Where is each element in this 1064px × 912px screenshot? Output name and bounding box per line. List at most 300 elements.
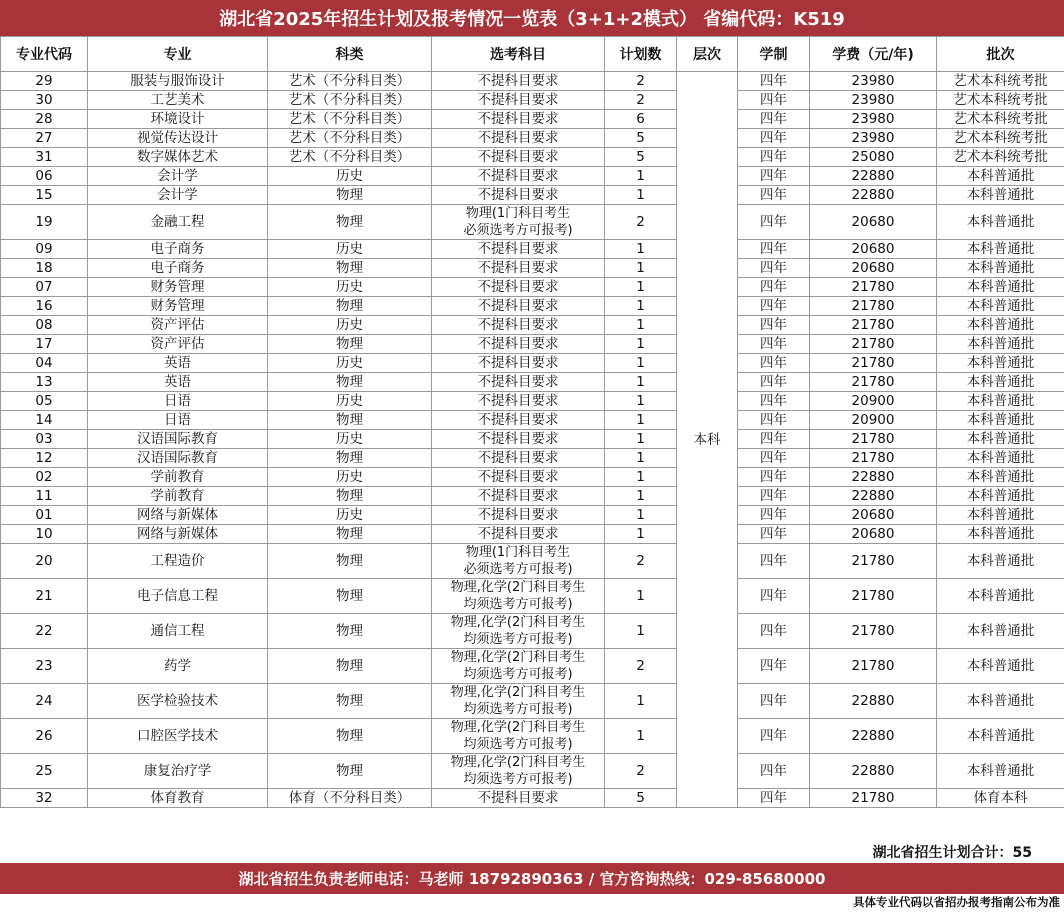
table-row: [1, 789, 1064, 808]
cell-fee: 22880: [810, 167, 937, 186]
cell-plan: 1: [605, 430, 677, 449]
subject-line: 必须选考方可报考): [463, 223, 573, 238]
table-row: [1, 335, 1064, 354]
cell-subject: [432, 205, 605, 240]
cell-batch: 艺术本科统考批: [937, 110, 1064, 129]
plan-total: 湖北省招生计划合计：55: [872, 845, 1032, 861]
header-level: 层次: [677, 37, 738, 72]
cell-plan: 1: [605, 297, 677, 316]
cell-category: 艺术（不分科目类）: [268, 91, 432, 110]
cell-years: 四年: [738, 148, 810, 167]
cell-major: 工程造价: [88, 544, 268, 579]
cell-major: 汉语国际教育: [88, 449, 268, 468]
cell-subject: [432, 259, 605, 278]
cell-fee: 23980: [810, 110, 937, 129]
cell-years: 四年: [738, 129, 810, 148]
cell-code: 16: [1, 297, 88, 316]
table-row: [1, 240, 1064, 259]
cell-years: 四年: [738, 316, 810, 335]
cell-batch: 本科普通批: [937, 614, 1064, 649]
cell-plan: 1: [605, 684, 677, 719]
cell-category: 物理: [268, 373, 432, 392]
cell-plan: 1: [605, 614, 677, 649]
cell-subject: [432, 684, 605, 719]
table-row: [1, 205, 1064, 240]
cell-major: 网络与新媒体: [88, 506, 268, 525]
header-subject: 选考科目: [432, 37, 605, 72]
cell-category: 历史: [268, 316, 432, 335]
subject-line: 均须选考方可报考): [463, 702, 573, 717]
cell-category: 物理: [268, 259, 432, 278]
table-row: [1, 719, 1064, 754]
cell-major: 财务管理: [88, 297, 268, 316]
cell-years: 四年: [738, 449, 810, 468]
footnote: 具体专业代码以省招办报考指南公布为准: [853, 895, 1060, 909]
cell-major: 环境设计: [88, 110, 268, 129]
table-row: [1, 354, 1064, 373]
cell-code: 11: [1, 487, 88, 506]
cell-major: 通信工程: [88, 614, 268, 649]
table-row: [1, 754, 1064, 789]
cell-batch: 本科普通批: [937, 487, 1064, 506]
cell-category: 历史: [268, 278, 432, 297]
cell-plan: 1: [605, 167, 677, 186]
cell-fee: 20680: [810, 205, 937, 240]
cell-years: 四年: [738, 684, 810, 719]
cell-major: 英语: [88, 354, 268, 373]
subject-line: 不提科目要求: [477, 168, 559, 184]
cell-code: 14: [1, 411, 88, 430]
table-row: [1, 148, 1064, 167]
subject-line: 不提科目要求: [477, 298, 559, 314]
cell-category: 物理: [268, 487, 432, 506]
cell-years: 四年: [738, 72, 810, 91]
cell-fee: 21780: [810, 449, 937, 468]
cell-years: 四年: [738, 789, 810, 808]
cell-code: 04: [1, 354, 88, 373]
subject-line: 物理,化学(2门科目考生: [450, 580, 586, 595]
table-row: [1, 278, 1064, 297]
cell-subject: [432, 148, 605, 167]
cell-code: 22: [1, 614, 88, 649]
cell-batch: 本科普通批: [937, 240, 1064, 259]
cell-code: 23: [1, 649, 88, 684]
table-row: [1, 373, 1064, 392]
cell-batch: 本科普通批: [937, 278, 1064, 297]
cell-batch: 本科普通批: [937, 392, 1064, 411]
table-row: [1, 167, 1064, 186]
subject-line: 不提科目要求: [477, 73, 559, 89]
cell-category: 历史: [268, 468, 432, 487]
table-row: [1, 430, 1064, 449]
cell-category: 物理: [268, 449, 432, 468]
cell-plan: 1: [605, 259, 677, 278]
cell-years: 四年: [738, 297, 810, 316]
subject-line: 不提科目要求: [477, 431, 559, 447]
cell-fee: 22880: [810, 186, 937, 205]
cell-major: 会计学: [88, 167, 268, 186]
cell-years: 四年: [738, 373, 810, 392]
page-title: 湖北省2025年招生计划及报考情况一览表（3+1+2模式） 省编代码：K519: [0, 0, 1064, 36]
subject-line: 不提科目要求: [477, 526, 559, 542]
subject-line: 不提科目要求: [477, 149, 559, 165]
cell-batch: 本科普通批: [937, 430, 1064, 449]
cell-subject: [432, 544, 605, 579]
cell-years: 四年: [738, 240, 810, 259]
cell-major: 金融工程: [88, 205, 268, 240]
table-row: [1, 316, 1064, 335]
cell-fee: 21780: [810, 614, 937, 649]
subject-line: 不提科目要求: [477, 92, 559, 108]
cell-code: 12: [1, 449, 88, 468]
header-batch: 批次: [937, 37, 1064, 72]
cell-plan: 2: [605, 754, 677, 789]
cell-major: 电子商务: [88, 240, 268, 259]
cell-code: 13: [1, 373, 88, 392]
subject-line: 物理,化学(2门科目考生: [450, 685, 586, 700]
cell-subject: [432, 110, 605, 129]
cell-plan: 1: [605, 719, 677, 754]
cell-years: 四年: [738, 205, 810, 240]
subject-line: 不提科目要求: [477, 187, 559, 203]
cell-plan: 1: [605, 335, 677, 354]
cell-batch: 本科普通批: [937, 468, 1064, 487]
cell-category: 艺术（不分科目类）: [268, 72, 432, 91]
subject-line: 物理,化学(2门科目考生: [450, 650, 586, 665]
cell-plan: 1: [605, 240, 677, 259]
cell-batch: 本科普通批: [937, 544, 1064, 579]
cell-fee: 20900: [810, 411, 937, 430]
cell-subject: [432, 72, 605, 91]
cell-batch: 本科普通批: [937, 506, 1064, 525]
table-row: [1, 449, 1064, 468]
cell-subject: [432, 579, 605, 614]
cell-years: 四年: [738, 411, 810, 430]
table-row: [1, 411, 1064, 430]
cell-category: 历史: [268, 240, 432, 259]
cell-major: 体育教育: [88, 789, 268, 808]
cell-major: 英语: [88, 373, 268, 392]
table-row: [1, 506, 1064, 525]
cell-category: 物理: [268, 186, 432, 205]
cell-major: 会计学: [88, 186, 268, 205]
cell-subject: [432, 297, 605, 316]
cell-subject: [432, 449, 605, 468]
cell-fee: 21780: [810, 579, 937, 614]
table-row: [1, 544, 1064, 579]
subject-line: 均须选考方可报考): [463, 597, 573, 612]
subject-line: 物理,化学(2门科目考生: [450, 720, 586, 735]
cell-batch: 本科普通批: [937, 186, 1064, 205]
subject-line: 均须选考方可报考): [463, 632, 573, 647]
cell-category: 历史: [268, 392, 432, 411]
cell-batch: 本科普通批: [937, 167, 1064, 186]
cell-plan: 5: [605, 789, 677, 808]
cell-fee: 21780: [810, 544, 937, 579]
cell-major: 汉语国际教育: [88, 430, 268, 449]
cell-category: 历史: [268, 167, 432, 186]
cell-category: 历史: [268, 430, 432, 449]
subject-line: 不提科目要求: [477, 790, 559, 806]
cell-fee: 20900: [810, 392, 937, 411]
cell-fee: 23980: [810, 91, 937, 110]
cell-subject: [432, 468, 605, 487]
cell-years: 四年: [738, 335, 810, 354]
cell-years: 四年: [738, 167, 810, 186]
cell-batch: 本科普通批: [937, 316, 1064, 335]
cell-code: 01: [1, 506, 88, 525]
table-row: [1, 72, 1064, 91]
cell-plan: 2: [605, 91, 677, 110]
subject-line: 不提科目要求: [477, 450, 559, 466]
cell-subject: [432, 789, 605, 808]
table-row: [1, 259, 1064, 278]
cell-years: 四年: [738, 506, 810, 525]
cell-years: 四年: [738, 110, 810, 129]
cell-subject: [432, 129, 605, 148]
cell-major: 网络与新媒体: [88, 525, 268, 544]
cell-subject: [432, 167, 605, 186]
cell-batch: 本科普通批: [937, 579, 1064, 614]
cell-years: 四年: [738, 754, 810, 789]
header-years: 学制: [738, 37, 810, 72]
cell-fee: 25080: [810, 148, 937, 167]
cell-batch: 本科普通批: [937, 354, 1064, 373]
subject-line: 不提科目要求: [477, 374, 559, 390]
cell-code: 27: [1, 129, 88, 148]
cell-years: 四年: [738, 487, 810, 506]
cell-fee: 21780: [810, 649, 937, 684]
cell-subject: [432, 430, 605, 449]
cell-plan: 1: [605, 468, 677, 487]
cell-code: 29: [1, 72, 88, 91]
cell-years: 四年: [738, 614, 810, 649]
cell-subject: [432, 392, 605, 411]
cell-years: 四年: [738, 579, 810, 614]
cell-batch: 本科普通批: [937, 373, 1064, 392]
cell-batch: 本科普通批: [937, 525, 1064, 544]
table-row: [1, 468, 1064, 487]
header-major: 专业: [88, 37, 268, 72]
subject-line: 均须选考方可报考): [463, 667, 573, 682]
cell-batch: 本科普通批: [937, 297, 1064, 316]
cell-fee: 21780: [810, 278, 937, 297]
cell-subject: [432, 754, 605, 789]
cell-fee: 20680: [810, 506, 937, 525]
cell-category: 物理: [268, 205, 432, 240]
cell-plan: 1: [605, 411, 677, 430]
table-row: [1, 392, 1064, 411]
cell-code: 06: [1, 167, 88, 186]
cell-code: 17: [1, 335, 88, 354]
header-fee: 学费（元/年): [810, 37, 937, 72]
cell-fee: 20680: [810, 525, 937, 544]
cell-code: 09: [1, 240, 88, 259]
subject-line: 不提科目要求: [477, 507, 559, 523]
cell-fee: 22880: [810, 487, 937, 506]
cell-code: 10: [1, 525, 88, 544]
cell-batch: 体育本科: [937, 789, 1064, 808]
cell-years: 四年: [738, 430, 810, 449]
cell-years: 四年: [738, 259, 810, 278]
cell-code: 31: [1, 148, 88, 167]
header-plan: 计划数: [605, 37, 677, 72]
cell-major: 康复治疗学: [88, 754, 268, 789]
cell-batch: 本科普通批: [937, 335, 1064, 354]
cell-batch: 本科普通批: [937, 205, 1064, 240]
subject-line: 不提科目要求: [477, 336, 559, 352]
cell-plan: 1: [605, 487, 677, 506]
cell-category: 物理: [268, 544, 432, 579]
cell-subject: [432, 240, 605, 259]
cell-code: 07: [1, 278, 88, 297]
cell-code: 26: [1, 719, 88, 754]
cell-major: 工艺美术: [88, 91, 268, 110]
cell-major: 资产评估: [88, 335, 268, 354]
cell-fee: 23980: [810, 72, 937, 91]
cell-batch: 本科普通批: [937, 754, 1064, 789]
cell-batch: 艺术本科统考批: [937, 91, 1064, 110]
cell-code: 25: [1, 754, 88, 789]
subject-line: 不提科目要求: [477, 111, 559, 127]
cell-subject: [432, 278, 605, 297]
cell-code: 32: [1, 789, 88, 808]
cell-plan: 1: [605, 316, 677, 335]
cell-plan: 1: [605, 373, 677, 392]
cell-fee: 21780: [810, 297, 937, 316]
cell-code: 30: [1, 91, 88, 110]
cell-code: 03: [1, 430, 88, 449]
cell-major: 视觉传达设计: [88, 129, 268, 148]
cell-level: 本科: [677, 72, 738, 808]
cell-code: 05: [1, 392, 88, 411]
table-header-row: [1, 37, 1064, 72]
cell-batch: 本科普通批: [937, 719, 1064, 754]
cell-subject: [432, 335, 605, 354]
subject-line: 不提科目要求: [477, 488, 559, 504]
table-row: [1, 614, 1064, 649]
cell-category: 物理: [268, 335, 432, 354]
cell-code: 02: [1, 468, 88, 487]
cell-category: 物理: [268, 719, 432, 754]
cell-plan: 6: [605, 110, 677, 129]
cell-subject: [432, 373, 605, 392]
cell-fee: 22880: [810, 719, 937, 754]
cell-subject: [432, 316, 605, 335]
cell-subject: [432, 91, 605, 110]
cell-plan: 2: [605, 72, 677, 91]
cell-major: 药学: [88, 649, 268, 684]
cell-category: 物理: [268, 684, 432, 719]
enrollment-plan-table: [0, 36, 1064, 808]
cell-category: 物理: [268, 297, 432, 316]
cell-years: 四年: [738, 354, 810, 373]
cell-subject: [432, 525, 605, 544]
cell-fee: 21780: [810, 789, 937, 808]
cell-years: 四年: [738, 186, 810, 205]
cell-plan: 5: [605, 148, 677, 167]
cell-fee: 21780: [810, 430, 937, 449]
subject-line: 物理(1门科目考生: [465, 206, 571, 221]
cell-category: 体育（不分科目类）: [268, 789, 432, 808]
subject-line: 不提科目要求: [477, 317, 559, 333]
cell-batch: 本科普通批: [937, 684, 1064, 719]
table-row: [1, 91, 1064, 110]
cell-subject: [432, 354, 605, 373]
cell-category: 艺术（不分科目类）: [268, 129, 432, 148]
cell-subject: [432, 506, 605, 525]
cell-plan: 5: [605, 129, 677, 148]
cell-fee: 21780: [810, 354, 937, 373]
cell-plan: 1: [605, 579, 677, 614]
subject-line: 均须选考方可报考): [463, 772, 573, 787]
header-code: 专业代码: [1, 37, 88, 72]
table-row: [1, 684, 1064, 719]
cell-category: 物理: [268, 579, 432, 614]
table-row: [1, 579, 1064, 614]
cell-plan: 2: [605, 544, 677, 579]
cell-plan: 1: [605, 392, 677, 411]
cell-plan: 1: [605, 354, 677, 373]
cell-subject: [432, 614, 605, 649]
cell-category: 历史: [268, 506, 432, 525]
cell-years: 四年: [738, 525, 810, 544]
subject-line: 不提科目要求: [477, 130, 559, 146]
cell-major: 医学检验技术: [88, 684, 268, 719]
subject-line: 必须选考方可报考): [463, 562, 573, 577]
table-row: [1, 649, 1064, 684]
cell-years: 四年: [738, 91, 810, 110]
cell-years: 四年: [738, 278, 810, 297]
cell-category: 物理: [268, 411, 432, 430]
cell-major: 学前教育: [88, 487, 268, 506]
cell-code: 08: [1, 316, 88, 335]
cell-major: 电子信息工程: [88, 579, 268, 614]
cell-plan: 1: [605, 525, 677, 544]
cell-fee: 22880: [810, 468, 937, 487]
table-row: [1, 129, 1064, 148]
cell-fee: 21780: [810, 335, 937, 354]
cell-subject: [432, 186, 605, 205]
table-row: [1, 186, 1064, 205]
cell-subject: [432, 487, 605, 506]
table-body: [1, 72, 1064, 808]
cell-years: 四年: [738, 719, 810, 754]
cell-batch: 本科普通批: [937, 259, 1064, 278]
subject-line: 物理,化学(2门科目考生: [450, 755, 586, 770]
cell-fee: 22880: [810, 684, 937, 719]
cell-fee: 22880: [810, 754, 937, 789]
cell-major: 日语: [88, 392, 268, 411]
contact-banner: 湖北省招生负责老师电话：马老师 18792890363 / 官方咨询热线：029-85680000: [0, 863, 1064, 894]
cell-plan: 1: [605, 506, 677, 525]
cell-fee: 21780: [810, 316, 937, 335]
subject-line: 不提科目要求: [477, 469, 559, 485]
cell-major: 日语: [88, 411, 268, 430]
cell-major: 口腔医学技术: [88, 719, 268, 754]
subject-line: 不提科目要求: [477, 279, 559, 295]
cell-subject: [432, 411, 605, 430]
cell-major: 数字媒体艺术: [88, 148, 268, 167]
cell-fee: 20680: [810, 259, 937, 278]
cell-category: 艺术（不分科目类）: [268, 110, 432, 129]
subject-line: 物理,化学(2门科目考生: [450, 615, 586, 630]
cell-major: 电子商务: [88, 259, 268, 278]
cell-code: 28: [1, 110, 88, 129]
cell-category: 物理: [268, 649, 432, 684]
cell-category: 艺术（不分科目类）: [268, 148, 432, 167]
cell-batch: 艺术本科统考批: [937, 72, 1064, 91]
